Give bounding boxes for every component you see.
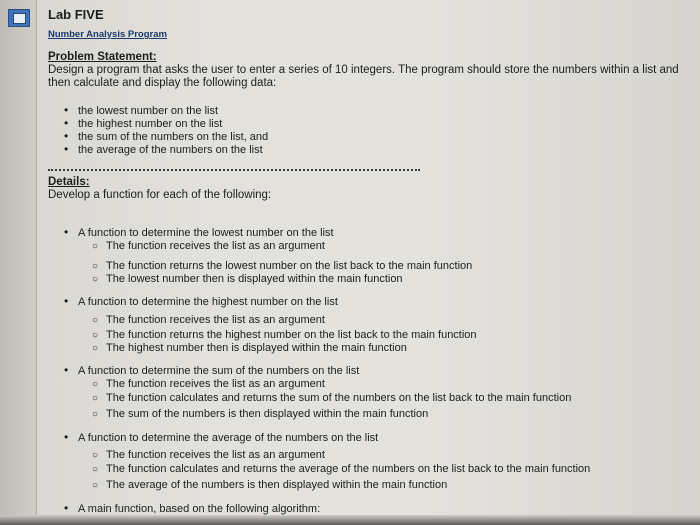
circle-bullet-icon: ○ (92, 464, 99, 475)
bullet-icon: • (64, 225, 69, 239)
bullet-icon: • (64, 103, 69, 117)
bullet-icon: • (64, 129, 69, 143)
sub-list-item: ○ The function receives the list as an argument (92, 314, 325, 326)
list-item: • the average of the numbers on the list (64, 142, 263, 156)
dotted-divider (48, 169, 420, 171)
list-item: • A function to determine the sum of the numbers on the list (64, 363, 360, 377)
bullet-icon: • (64, 116, 69, 130)
sub-list-item: ○ The lowest number then is displayed within the main function (92, 273, 403, 285)
bullet-icon: • (64, 294, 69, 308)
circle-bullet-icon: ○ (92, 274, 99, 285)
sub-list-item: ○ The function receives the list as an argument (92, 449, 325, 461)
sub-list-item: ○ The function returns the highest number on the list back to the main function (92, 329, 477, 341)
circle-bullet-icon: ○ (92, 409, 99, 420)
details-intro: Develop a function for each of the following: (48, 189, 272, 201)
list-item: • A main function, based on the following algorithm: (64, 501, 321, 515)
circle-bullet-icon: ○ (92, 315, 99, 326)
document-icon[interactable] (8, 9, 30, 27)
sub-list-item: ○ The function calculates and returns the average of the numbers on the list back to the main function (92, 463, 591, 475)
sub-list-item: ○ The highest number then is displayed within the main function (92, 342, 407, 354)
circle-bullet-icon: ○ (92, 330, 99, 341)
document-title: Lab FIVE (48, 7, 104, 22)
list-item: • the sum of the numbers on the list, and (64, 129, 269, 143)
sub-list-item: ○ The function calculates and returns the sum of the numbers on the list back to the main function (92, 392, 572, 404)
bullet-icon: • (64, 142, 69, 156)
sub-list-item: ○ The sum of the numbers is then displayed within the main function (92, 408, 429, 420)
sub-list-item: ○ The function returns the lowest number on the list back to the main function (92, 260, 473, 272)
list-item: • the highest number on the list (64, 116, 223, 130)
sub-list-item: ○ The average of the numbers is then displayed within the main function (92, 479, 448, 491)
problem-heading: Problem Statement: (48, 51, 157, 63)
circle-bullet-icon: ○ (92, 480, 99, 491)
document-subtitle: Number Analysis Program (48, 29, 167, 40)
sub-list-item: ○ The function receives the list as an argument (92, 240, 325, 252)
list-item: • A function to determine the lowest number on the list (64, 225, 334, 239)
problem-body: Design a program that asks the user to enter a series of 10 integers. The program should store the numbers within a list and then calculate and display the following data: (48, 64, 679, 89)
sub-list-item: ○ The function receives the list as an argument (92, 378, 325, 390)
circle-bullet-icon: ○ (92, 450, 99, 461)
bullet-icon: • (64, 501, 69, 515)
left-margin (0, 0, 37, 525)
circle-bullet-icon: ○ (92, 379, 99, 390)
list-item: • the lowest number on the list (64, 103, 219, 117)
circle-bullet-icon: ○ (92, 241, 99, 252)
screen-bottom-edge (0, 515, 700, 525)
details-heading: Details: (48, 176, 90, 188)
bullet-icon: • (64, 430, 69, 444)
list-item: • A function to determine the highest number on the list (64, 294, 338, 308)
circle-bullet-icon: ○ (92, 343, 99, 354)
circle-bullet-icon: ○ (92, 393, 99, 404)
list-item: • A function to determine the average of the numbers on the list (64, 430, 379, 444)
bullet-icon: • (64, 363, 69, 377)
circle-bullet-icon: ○ (92, 261, 99, 272)
